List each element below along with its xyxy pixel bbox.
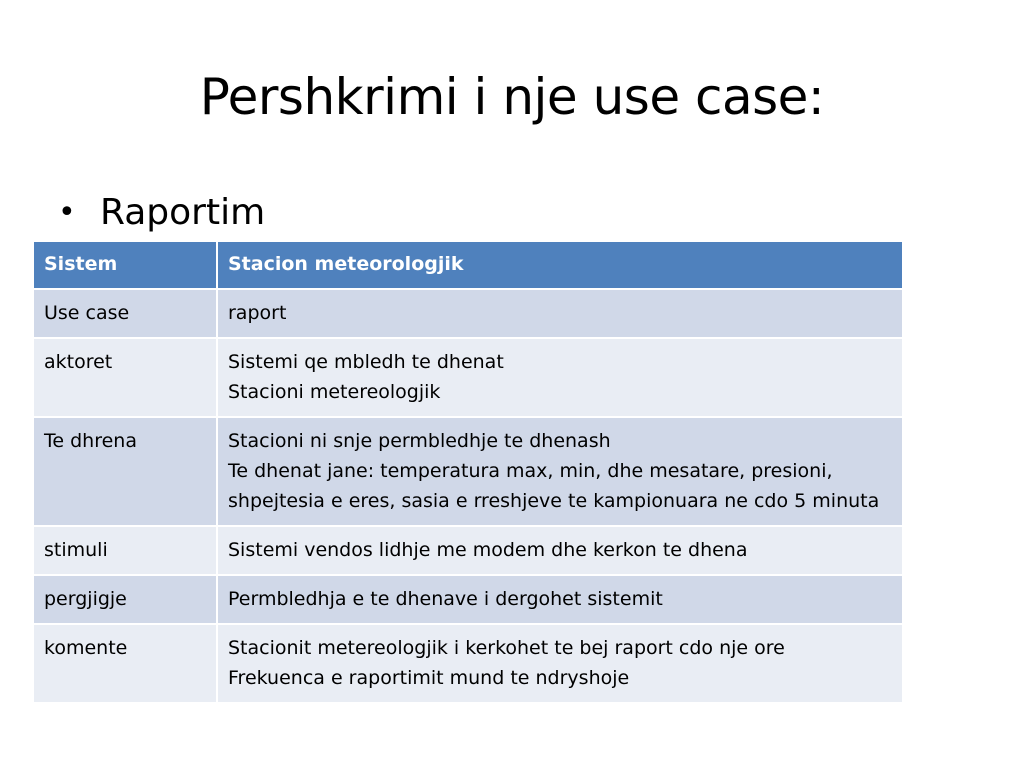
table-row bbox=[33, 624, 903, 703]
header-value-cell: Stacion meteorologjik bbox=[217, 241, 903, 289]
header-key-cell: Sistem bbox=[33, 241, 217, 289]
use-case-table bbox=[32, 240, 904, 704]
row-value-line: Sistemi vendos lidhje me modem dhe kerkon te dhena bbox=[228, 539, 748, 561]
row-value-line: Stacioni ni snje permbledhje te dhenash bbox=[228, 430, 611, 452]
row-value-line: Sistemi qe mbledh te dhenat bbox=[228, 351, 504, 373]
slide-title: Pershkrimi i nje use case: bbox=[199, 68, 825, 126]
row-value-line: Stacionit metereologjik i kerkohet te bej raport cdo nje ore bbox=[228, 637, 785, 659]
bullet-text: Raportim bbox=[100, 192, 266, 233]
table-row bbox=[33, 289, 903, 338]
row-value-cell bbox=[217, 575, 903, 624]
row-value-cell bbox=[217, 338, 903, 417]
table-row bbox=[33, 575, 903, 624]
table-row bbox=[33, 417, 903, 526]
table-row bbox=[33, 526, 903, 575]
table-row bbox=[33, 338, 903, 417]
row-value-cell bbox=[217, 526, 903, 575]
table-header-row bbox=[33, 241, 903, 289]
row-value-cell bbox=[217, 289, 903, 338]
row-key-cell: Use case bbox=[33, 289, 217, 338]
row-value-line: Te dhenat jane: temperatura max, min, dhe mesatare, presioni, shpejtesia e eres, sasia e rreshjeve te kampionuara ne cdo 5 minuta bbox=[228, 460, 880, 512]
bullet-item bbox=[58, 188, 265, 238]
row-key-cell: komente bbox=[33, 624, 217, 703]
row-key-cell: stimuli bbox=[33, 526, 217, 575]
row-value-line: raport bbox=[228, 302, 287, 324]
row-key-cell: Te dhrena bbox=[33, 417, 217, 526]
row-value-line: Stacioni metereologjik bbox=[228, 381, 441, 403]
row-value-line: Frekuenca e raportimit mund te ndryshoje bbox=[228, 667, 630, 689]
row-key-cell: pergjigje bbox=[33, 575, 217, 624]
row-key-cell: aktoret bbox=[33, 338, 217, 417]
row-value-cell bbox=[217, 417, 903, 526]
row-value-line: Permbledhja e te dhenave i dergohet sistemit bbox=[228, 588, 663, 610]
row-value-cell bbox=[217, 624, 903, 703]
bullet-dot-icon: • bbox=[58, 195, 76, 230]
